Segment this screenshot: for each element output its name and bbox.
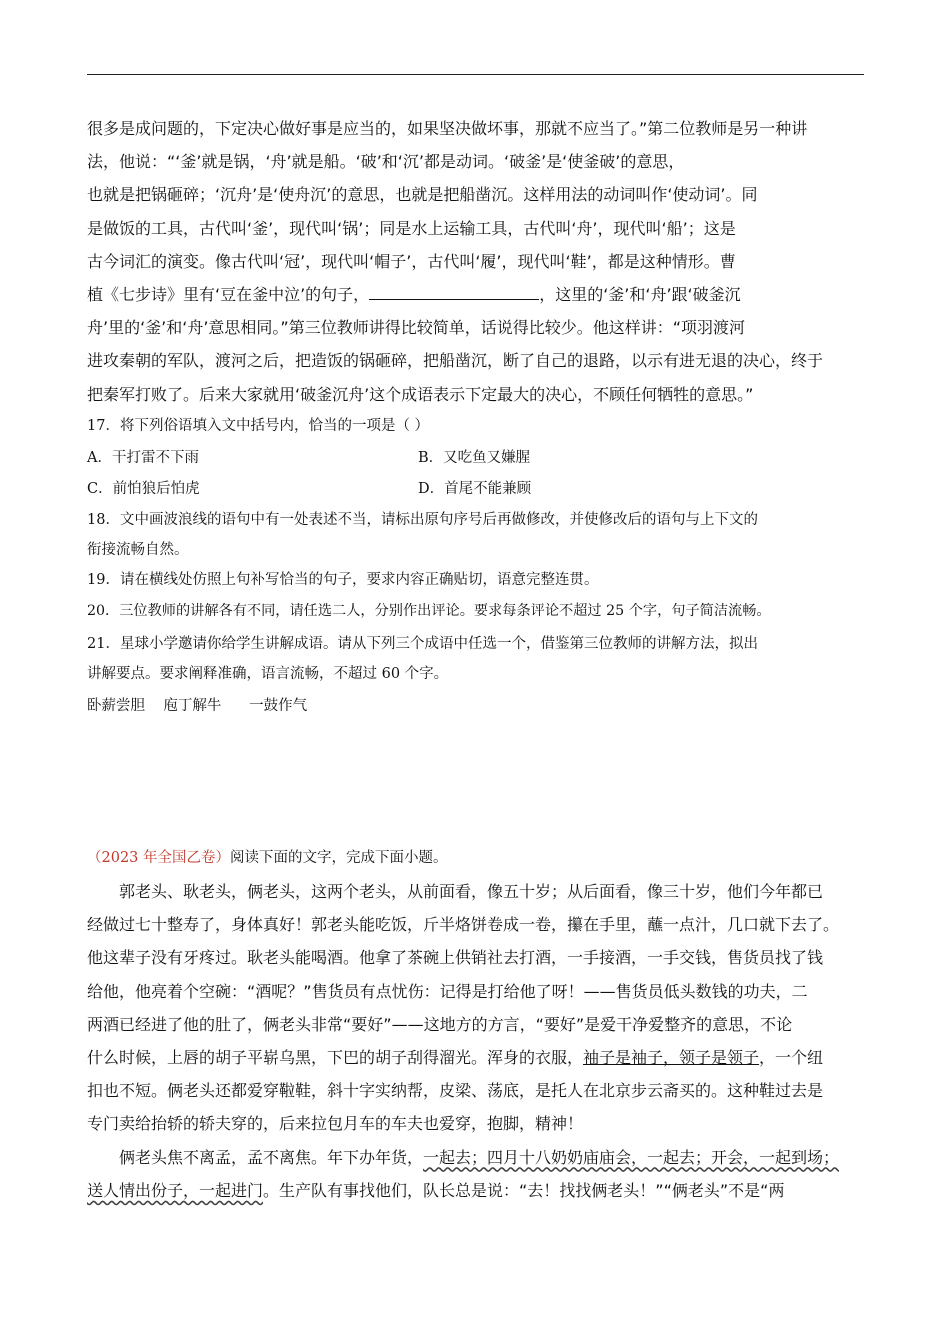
wavy-underlined-text: 送人情出份子，一起进门: [87, 1180, 264, 1200]
question-19: 19．请在横线处仿照上句补写恰当的句子，要求内容正确贴切，语意完整连贯。: [87, 572, 599, 588]
question-20: 20．三位教师的讲解各有不同，请任选二人，分别作出评论。要求每条评论不超过 25 个字，句子简洁流畅。: [87, 603, 771, 619]
passage-line: [87, 1141, 862, 1174]
section-2-instruction: 阅读下面的文字，完成下面小题。: [230, 850, 448, 866]
passage-line: 也就是把锅砸碎；‘沉舟’是‘使舟沉’的意思，也就是把船凿沉。这样用法的动词叫作‘使动词’。同: [87, 185, 758, 205]
passage-text: ，这里的‘釜’和‘舟’跟‘破釜沉: [539, 284, 741, 304]
passage-line: 他这辈子没有牙疼过。耿老头能喝酒。他拿了茶碗上供销社去打酒，一手接酒，一手交钱，售货员找了钱: [87, 948, 824, 968]
passage-line: 舟’里的‘釜’和‘舟’意思相同。”第三位教师讲得比较简单，话说得比较少。他这样讲：“项羽渡河: [87, 318, 746, 338]
passage-1: [87, 112, 862, 411]
idiom-list: 卧薪尝胆 庖丁解牛 一鼓作气: [87, 698, 308, 714]
passage-line: [87, 1174, 862, 1207]
passage-line: 经做过七十整寿了，身体真好！郭老头能吃饭，斤半烙饼卷成一卷，攥在手里，蘸一点汁，几口就下去了。: [87, 915, 840, 935]
exam-source: （2023 年全国乙卷）: [87, 850, 231, 866]
passage-2: [87, 875, 862, 1207]
question-21-cont: 讲解要点。要求阐释准确，语言流畅，不超过 60 个字。: [87, 666, 449, 682]
passage-line: 把秦军打败了。后来大家就用‘破釜沉舟’这个成语表示下定最大的决心，不顾任何牺牲的意思。”: [87, 384, 754, 404]
passage-line-with-blank: [87, 278, 862, 311]
question-18: 18．文中画波浪线的语句中有一处表述不当，请标出原句序号后再做修改，并使修改后的语句与上下文的: [87, 512, 758, 528]
passage-line: 法，他说：“‘釜’就是锅，‘舟’就是船。‘破’和‘沉’都是动词。‘破釜’是‘使釜破’的意思，: [87, 152, 685, 172]
section-2-header: [87, 846, 448, 867]
header-rule: [87, 74, 864, 75]
passage-text: 植《七步诗》里有‘豆在釜中泣’的句子，: [87, 284, 370, 304]
question-21: 21．星球小学邀请你给学生讲解成语。请从下列三个成语中任选一个，借鉴第三位教师的讲解方法，拟出: [87, 636, 758, 652]
passage-line: 古今词汇的演变。像古代叫‘冠’，现代叫‘帽子’，古代叫‘履’，现代叫‘鞋’，都是这种情形。曹: [87, 251, 736, 271]
option-d: D．首尾不能兼顾: [418, 481, 532, 497]
option-c: C．前怕狼后怕虎: [87, 481, 200, 497]
question-18-cont: 衔接流畅自然。: [87, 542, 189, 558]
fill-in-blank[interactable]: [369, 283, 539, 300]
passage-text: 什么时候，上唇的胡子平崭乌黑，下巴的胡子刮得溜光。浑身的衣服，: [87, 1047, 584, 1067]
passage-line: 是做饭的工具，古代叫‘釜’，现代叫‘锅’；同是水上运输工具，古代叫‘舟’，现代叫‘船’；这是: [87, 218, 736, 238]
passage-line: 两酒已经进了他的肚了，俩老头非常“要好”——这地方的方言，“要好”是爱干净爱整齐的意思，不论: [87, 1014, 793, 1034]
option-a: A．干打雷不下雨: [87, 450, 199, 466]
underlined-text: 袖子是袖子，领子是领子: [583, 1047, 760, 1067]
passage-text: 。生产队有事找他们，队长总是说：“去！找找俩老头！”“俩老头”不是“两: [263, 1180, 785, 1200]
passage-text: ，一个纽: [759, 1047, 824, 1067]
passage-line: 很多是成问题的，下定决心做好事是应当的，如果坚决做坏事，那就不应当了。”第二位教师是另一种讲: [87, 119, 808, 138]
passage-line: [87, 1041, 862, 1074]
passage-line: 专门卖给抬轿的轿夫穿的，后来拉包月车的车夫也爱穿，抱脚，精神！: [87, 1114, 584, 1134]
passage-line: 扣也不短。俩老头还都爱穿鞡鞋，斜十字实纳帮，皮梁、荡底，是托人在北京步云斋买的。这种鞋过去是: [87, 1081, 824, 1101]
passage-line: 郭老头、耿老头，俩老头，这两个老头，从前面看，像五十岁；从后面看，像三十岁，他们今年都已: [119, 882, 824, 901]
wavy-underlined-text: 一起去；四月十八奶奶庙庙会，一起去；开会，一起到场；: [423, 1147, 840, 1167]
option-b: B．又吃鱼又嫌腥: [418, 450, 531, 466]
passage-text: 俩老头焦不离孟，孟不离焦。年下办年货，: [119, 1147, 424, 1167]
passage-line: 进攻秦朝的军队，渡河之后，把造饭的锅砸碎，把船凿沉，断了自己的退路，以示有进无退的决心，终于: [87, 351, 824, 371]
question-17: 17．将下列俗语填入文中括号内，恰当的一项是（ ）: [87, 418, 430, 434]
passage-line: 给他，他亮着个空碗：“酒呢？”售货员有点忧伤：记得是打给他了呀！——售货员低头数钱的功夫，二: [87, 981, 808, 1001]
